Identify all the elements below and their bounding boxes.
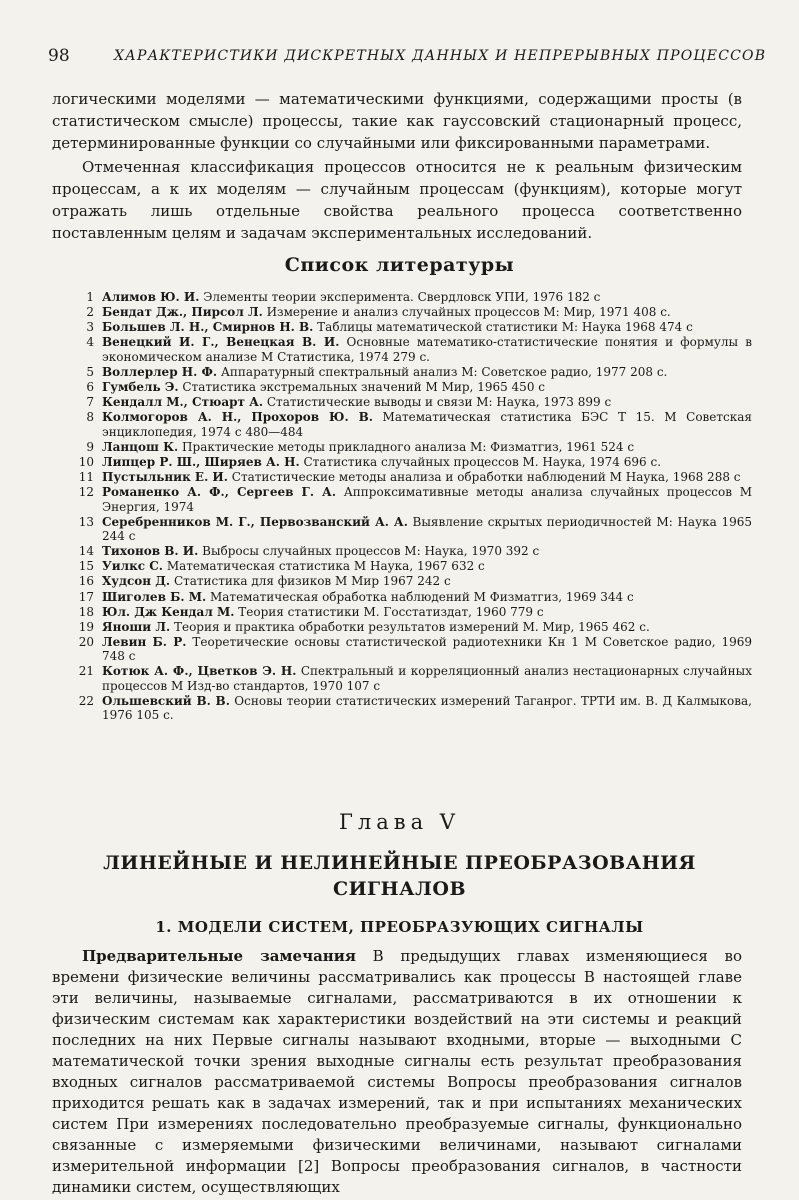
reference-number: 18 <box>78 604 94 619</box>
reference-number: 2 <box>86 305 94 320</box>
reference-item <box>52 574 752 589</box>
reference-item <box>52 515 752 544</box>
chapter-title-line-2: СИГНАЛОВ <box>332 878 467 900</box>
reference-number: 20 <box>78 634 94 649</box>
reference-number: 21 <box>78 664 94 679</box>
reference-number: 5 <box>86 364 94 379</box>
reference-text: Статистика экстремальных значений М Мир, 1965 450 с <box>182 379 545 394</box>
reference-item <box>52 559 752 574</box>
reference-list <box>52 290 752 724</box>
reference-number: 8 <box>86 410 94 425</box>
reference-item <box>52 485 752 514</box>
reference-authors: Юл. Дж Кендал М. <box>102 604 235 619</box>
reference-text: Математическая статистика М Наука, 1967 632 с <box>166 559 485 574</box>
body-text-part-1: В предыдущих главах изменяющиеся во времени физические величины рассматривались как процессы В настоящей главе эти величины, называемые сигналами, рассматриваются в их отношении к физическим системам как характеристики воздействий на эти системы и реакций последних на них Первые сигналы называют входными, вторые — выходными С математической точки зрения выходные сигналы есть результат преобразования входных сигналов рассматриваемой системы Вопросы преобразования сигналов приходится решать как в задачах измерений, так и при испытаниях механических систем При измерениях последовательно преобразуемые сигналы, функционально связанные с измеряемыми физическими величинами, называют сигналами измерительной информации <box>52 947 742 1175</box>
reference-authors: Левин Б. Р. <box>102 634 187 649</box>
reference-authors: Алимов Ю. И. <box>102 290 200 304</box>
reference-text: Статистика случайных процессов М. Наука, 1974 696 с. <box>303 454 662 469</box>
chapter-title <box>0 850 799 902</box>
reference-authors: Гумбель Э. <box>102 379 179 394</box>
chapter-title-line-1: ЛИНЕЙНЫЕ И НЕЛИНЕЙНЫЕ ПРЕОБРАЗОВАНИЯ <box>103 852 696 874</box>
running-title: ХАРАКТЕРИСТИКИ ДИСКРЕТНЫХ ДАННЫХ И НЕПРЕРЫВНЫХ ПРОЦЕССОВ <box>114 48 767 64</box>
reference-text: Выявление скрытых периодичностей М: Наука 1965 244 с <box>102 514 752 544</box>
citation-marker: [2] <box>298 1157 320 1175</box>
reference-text: Аппаратурный спектральный анализ М: Советское радио, 1977 208 с. <box>220 364 668 379</box>
reference-number: 17 <box>78 589 94 604</box>
reference-authors: Тихонов В. И. <box>102 544 199 559</box>
reference-number: 15 <box>78 559 94 574</box>
page-header <box>48 46 767 70</box>
reference-text: Основные математико-статистические понятия и формулы в экономическом анализе М Статистика, 1974 279 с. <box>102 335 752 364</box>
reference-text: Статистические методы анализа и обработки наблюдений М Наука, 1968 288 с <box>231 469 741 484</box>
intro-paragraph-continued: логическими моделями — математическими функциями, содержащими просты (в статистическом смысле) процессы, такие как гауссовский стационарный процесс, детерминированные функции со случайными или фиксированными параметрами. <box>52 90 742 152</box>
reference-authors: Котюк А. Ф., Цветков Э. Н. <box>102 664 297 679</box>
reference-item <box>52 380 752 395</box>
reference-authors: Серебренников М. Г., Первозванский А. А. <box>102 514 408 529</box>
reference-text: Математическая обработка наблюдений М Физматгиз, 1969 344 с <box>209 589 634 604</box>
reference-authors: Липцер Р. Ш., Ширяев А. Н. <box>102 454 300 469</box>
reference-text: Теоретические основы статистической радиотехники Кн 1 М Советское радио, 1969 748 с <box>102 634 752 664</box>
reference-number: 7 <box>86 395 94 410</box>
reference-number: 13 <box>78 514 94 529</box>
intro-paragraph-classification: Отмеченная классификация процессов относится не к реальным физическим процессам, а к их моделям — случайным процессам (функциям), которые могут отражать лишь отдельные свойства реального процесса соответственно поставленным целям и задачам экспериментальных исследований. <box>52 158 742 242</box>
reference-item <box>52 395 752 410</box>
reference-number: 10 <box>78 454 94 469</box>
chapter-label: Глава V <box>339 810 460 834</box>
reference-number: 22 <box>78 693 94 708</box>
reference-text: Выбросы случайных процессов М: Наука, 1970 392 с <box>202 544 540 559</box>
body-text-part-2: Вопросы преобразования сигналов, в частности динамики систем, осуществляющих <box>52 1157 742 1196</box>
reference-item <box>52 335 752 364</box>
reference-authors: Бендат Дж., Пирсол Л. <box>102 305 263 320</box>
paragraph-lead-heading: Предварительные замечания <box>82 947 356 965</box>
reference-number: 6 <box>86 379 94 394</box>
reference-item <box>52 590 752 605</box>
reference-item <box>52 694 752 723</box>
reference-authors: Ольшевский В. В. <box>102 693 230 708</box>
reference-authors: Уилкс С. <box>102 559 163 574</box>
reference-number: 14 <box>78 544 94 559</box>
reference-authors: Колмогоров А. Н., Прохоров Ю. В. <box>102 410 373 425</box>
reference-text: Спектральный и корреляционный анализ нестационарных случайных процессов М Изд-во стандартов, 1970 107 с <box>102 664 752 693</box>
reference-authors: Худсон Д. <box>102 574 171 589</box>
reference-item <box>52 620 752 635</box>
reference-item <box>52 455 752 470</box>
page-number: 98 <box>48 46 70 66</box>
reference-text: Элементы теории эксперимента. Свердловск УПИ, 1976 182 с <box>203 290 601 304</box>
reference-item <box>52 635 752 664</box>
reference-item <box>52 544 752 559</box>
reference-text: Практические методы прикладного анализа М: Физматгиз, 1961 524 с <box>182 439 635 454</box>
reference-text: Таблицы математической статистики М: Наука 1968 474 с <box>317 320 693 335</box>
reference-number: 11 <box>78 469 94 484</box>
reference-item <box>52 440 752 455</box>
reference-number: 3 <box>86 320 94 335</box>
reference-authors: Венецкий И. Г., Венецкая В. И. <box>102 335 340 350</box>
reference-number: 9 <box>86 439 94 454</box>
reference-text: Статистика для физиков М Мир 1967 242 с <box>173 574 451 589</box>
reference-item <box>52 605 752 620</box>
chapter-body-paragraph <box>52 946 742 1198</box>
reference-item <box>52 365 752 380</box>
reference-authors: Кендалл М., Стюарт А. <box>102 395 264 410</box>
reference-item <box>52 290 752 305</box>
reference-text: Измерение и анализ случайных процессов М: Мир, 1971 408 с. <box>266 305 671 320</box>
section-title: 1. МОДЕЛИ СИСТЕМ, ПРЕОБРАЗУЮЩИХ СИГНАЛЫ <box>155 918 644 936</box>
reference-number: 1 <box>86 290 94 304</box>
reference-number: 19 <box>78 619 94 634</box>
reference-text: Математическая статистика БЭС Т 15. М Советская энциклопедия, 1974 с 480—484 <box>102 410 752 439</box>
reference-authors: Яноши Л. <box>102 619 171 634</box>
reference-authors: Романенко А. Ф., Сергеев Г. А. <box>102 485 336 500</box>
reference-item <box>52 470 752 485</box>
reference-item <box>52 410 752 439</box>
reference-number: 16 <box>78 574 94 589</box>
reference-authors: Пустыльник Е. И. <box>102 469 228 484</box>
reference-authors: Большев Л. Н., Смирнов Н. В. <box>102 320 314 335</box>
reference-authors: Ланцош К. <box>102 439 179 454</box>
reference-item <box>52 664 752 693</box>
references-title: Список литературы <box>284 254 515 276</box>
reference-item <box>52 305 752 320</box>
reference-text: Теория статистики М. Госстатиздат, 1960 779 с <box>238 604 544 619</box>
reference-text: Статистические выводы и связи М: Наука, 1973 899 с <box>266 395 612 410</box>
reference-number: 12 <box>78 485 94 500</box>
reference-authors: Воллерлер Н. Ф. <box>102 364 218 379</box>
reference-text: Теория и практика обработки результатов измерений М. Мир, 1965 462 с. <box>173 619 650 634</box>
reference-authors: Шиголев Б. М. <box>102 589 207 604</box>
reference-number: 4 <box>86 335 94 350</box>
reference-item <box>52 320 752 335</box>
reference-text: Основы теории статистических измерений Таганрог. ТРТИ им. В. Д Калмыкова, 1976 105 с. <box>102 693 752 723</box>
reference-text: Аппроксимативные методы анализа случайных процессов М Энергия, 1974 <box>102 485 752 514</box>
